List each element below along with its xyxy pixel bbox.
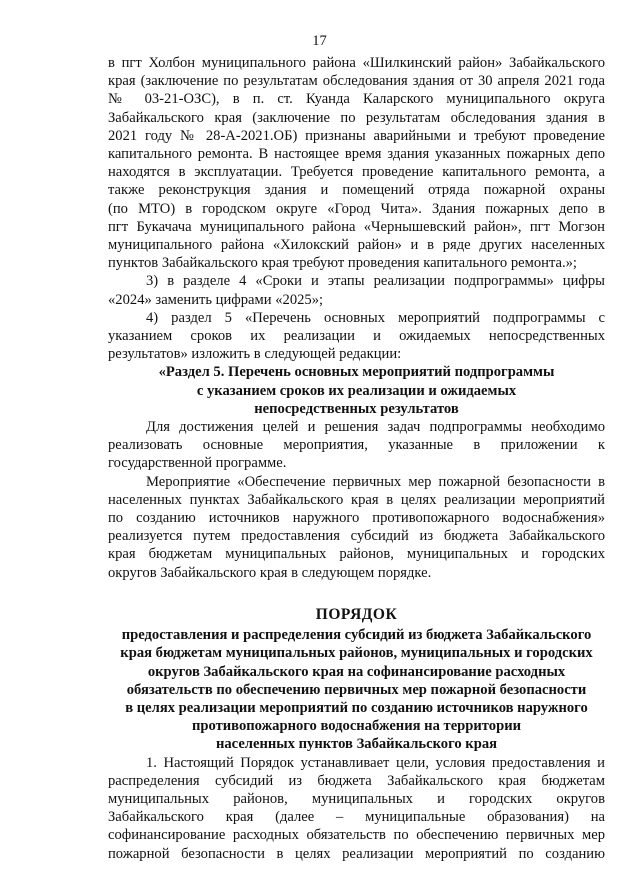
text-line: Забайкальского края (заключение по результатам обследования здания в	[108, 109, 605, 126]
document-body	[108, 54, 605, 863]
paragraph-item-4	[108, 309, 605, 364]
text-line: 1. Настоящий Порядок устанавливает цели, условия предоставления и	[146, 754, 605, 771]
text-line: Забайкальского края (далее – муниципальные образования) на	[108, 809, 605, 826]
text-line: софинансирование расходных обязательств по обеспечению первичных мер	[108, 827, 605, 844]
text-line: «2024» заменить цифрами «2025»;	[108, 291, 324, 308]
text-line: муниципального района «Хилокский район» и в ряде других населенных	[108, 237, 605, 254]
heading-line: предоставления и распределения субсидий из бюджета Забайкальского	[121, 627, 592, 644]
text-line: в пгт Холбон муниципального района «Шилкинский район» Забайкальского	[108, 55, 605, 71]
paragraph-intro	[108, 54, 605, 272]
spacer	[108, 582, 605, 600]
text-line: капитального ремонта. В настоящее время здания указанных пожарных депо	[108, 146, 605, 163]
heading-line: с указанием сроков их реализации и ожидаемых	[196, 382, 517, 399]
text-line: края бюджетам муниципальных районов, муниципальных и городских	[108, 546, 605, 563]
text-line: края (заключение по результатам обследования здания от 30 апреля 2021 года	[108, 73, 605, 90]
text-line: № 03-21-ОЗС), в п. ст. Куанда Каларского муниципального округа	[108, 91, 605, 108]
heading-line: округов Забайкальского края на софинансирование расходных	[147, 663, 566, 680]
text-line: населенных пунктах Забайкальского края в целях реализации мероприятий	[108, 491, 605, 508]
text-line: пгт Букачача муниципального района «Чернышевский район», пгт Могзон	[108, 218, 605, 235]
text-line: 2021 году № 28-А-2021.ОБ) признаны аварийными и требуют проведение	[108, 127, 605, 144]
heading-line: в целях реализации мероприятий по созданию источников наружного	[125, 699, 588, 716]
text-line: пунктов Забайкальского края требуют проведения капитального ремонта.»;	[108, 255, 577, 272]
text-line: 4) раздел 5 «Перечень основных мероприятий подпрограммы с	[146, 309, 605, 326]
procedure-heading	[108, 606, 605, 754]
text-line: реализуется путем предоставления субсидий из бюджета Забайкальского	[108, 528, 605, 545]
text-line: реализовать основные мероприятия, указанные в приложении к	[108, 437, 605, 454]
text-line: (по МТО) в городском округе «Город Чита». Здания пожарных депо в	[108, 200, 605, 217]
text-line: пожарной безопасности в целях реализации мероприятий по созданию	[108, 845, 605, 862]
text-line: указанием сроков их реализации и ожидаемых непосредственных	[108, 328, 605, 345]
paragraph-item-3	[108, 272, 605, 308]
text-line: также реконструкция здания и помещений отряда пожарной охраны	[108, 182, 605, 199]
text-line: муниципальных районов, муниципальных и городских округов	[108, 790, 605, 807]
paragraph-point-1	[108, 754, 605, 863]
text-line: 3) в разделе 4 «Сроки и этапы реализации подпрограммы» цифры	[146, 273, 605, 290]
text-line: распределения субсидий из бюджета Забайкальского края бюджетам	[108, 772, 605, 789]
heading-line: противопожарного водоснабжения на территории	[191, 718, 522, 735]
heading-line: «Раздел 5. Перечень основных мероприятий подпрограммы	[158, 364, 555, 381]
text-line: результатов» изложить в следующей редакции:	[108, 346, 402, 363]
heading-line: края бюджетам муниципальных районов, муниципальных и городских	[120, 645, 593, 662]
heading-line: обязательств по обеспечению первичных мер пожарной безопасности	[126, 681, 587, 698]
procedure-title: ПОРЯДОК	[315, 605, 398, 623]
text-line: находятся в эксплуатации. Требуется проведение капитального ремонта, а	[108, 164, 605, 181]
paragraph-goals	[108, 418, 605, 473]
text-line: Для достижения целей и решения задач подпрограммы необходимо	[146, 419, 605, 436]
text-line: по созданию источников наружного противопожарного водоснабжения»	[108, 510, 605, 527]
paragraph-measure	[108, 473, 605, 582]
heading-line: непосредственных результатов	[254, 400, 459, 417]
page-number: 17	[312, 33, 327, 49]
heading-line: населенных пунктов Забайкальского края	[215, 736, 498, 753]
text-line: Мероприятие «Обеспечение первичных мер пожарной безопасности в	[146, 473, 605, 490]
section-5-heading	[108, 363, 605, 418]
text-line: государственной программе.	[108, 455, 287, 472]
text-line: округов Забайкальского края в следующем порядке.	[108, 564, 432, 581]
